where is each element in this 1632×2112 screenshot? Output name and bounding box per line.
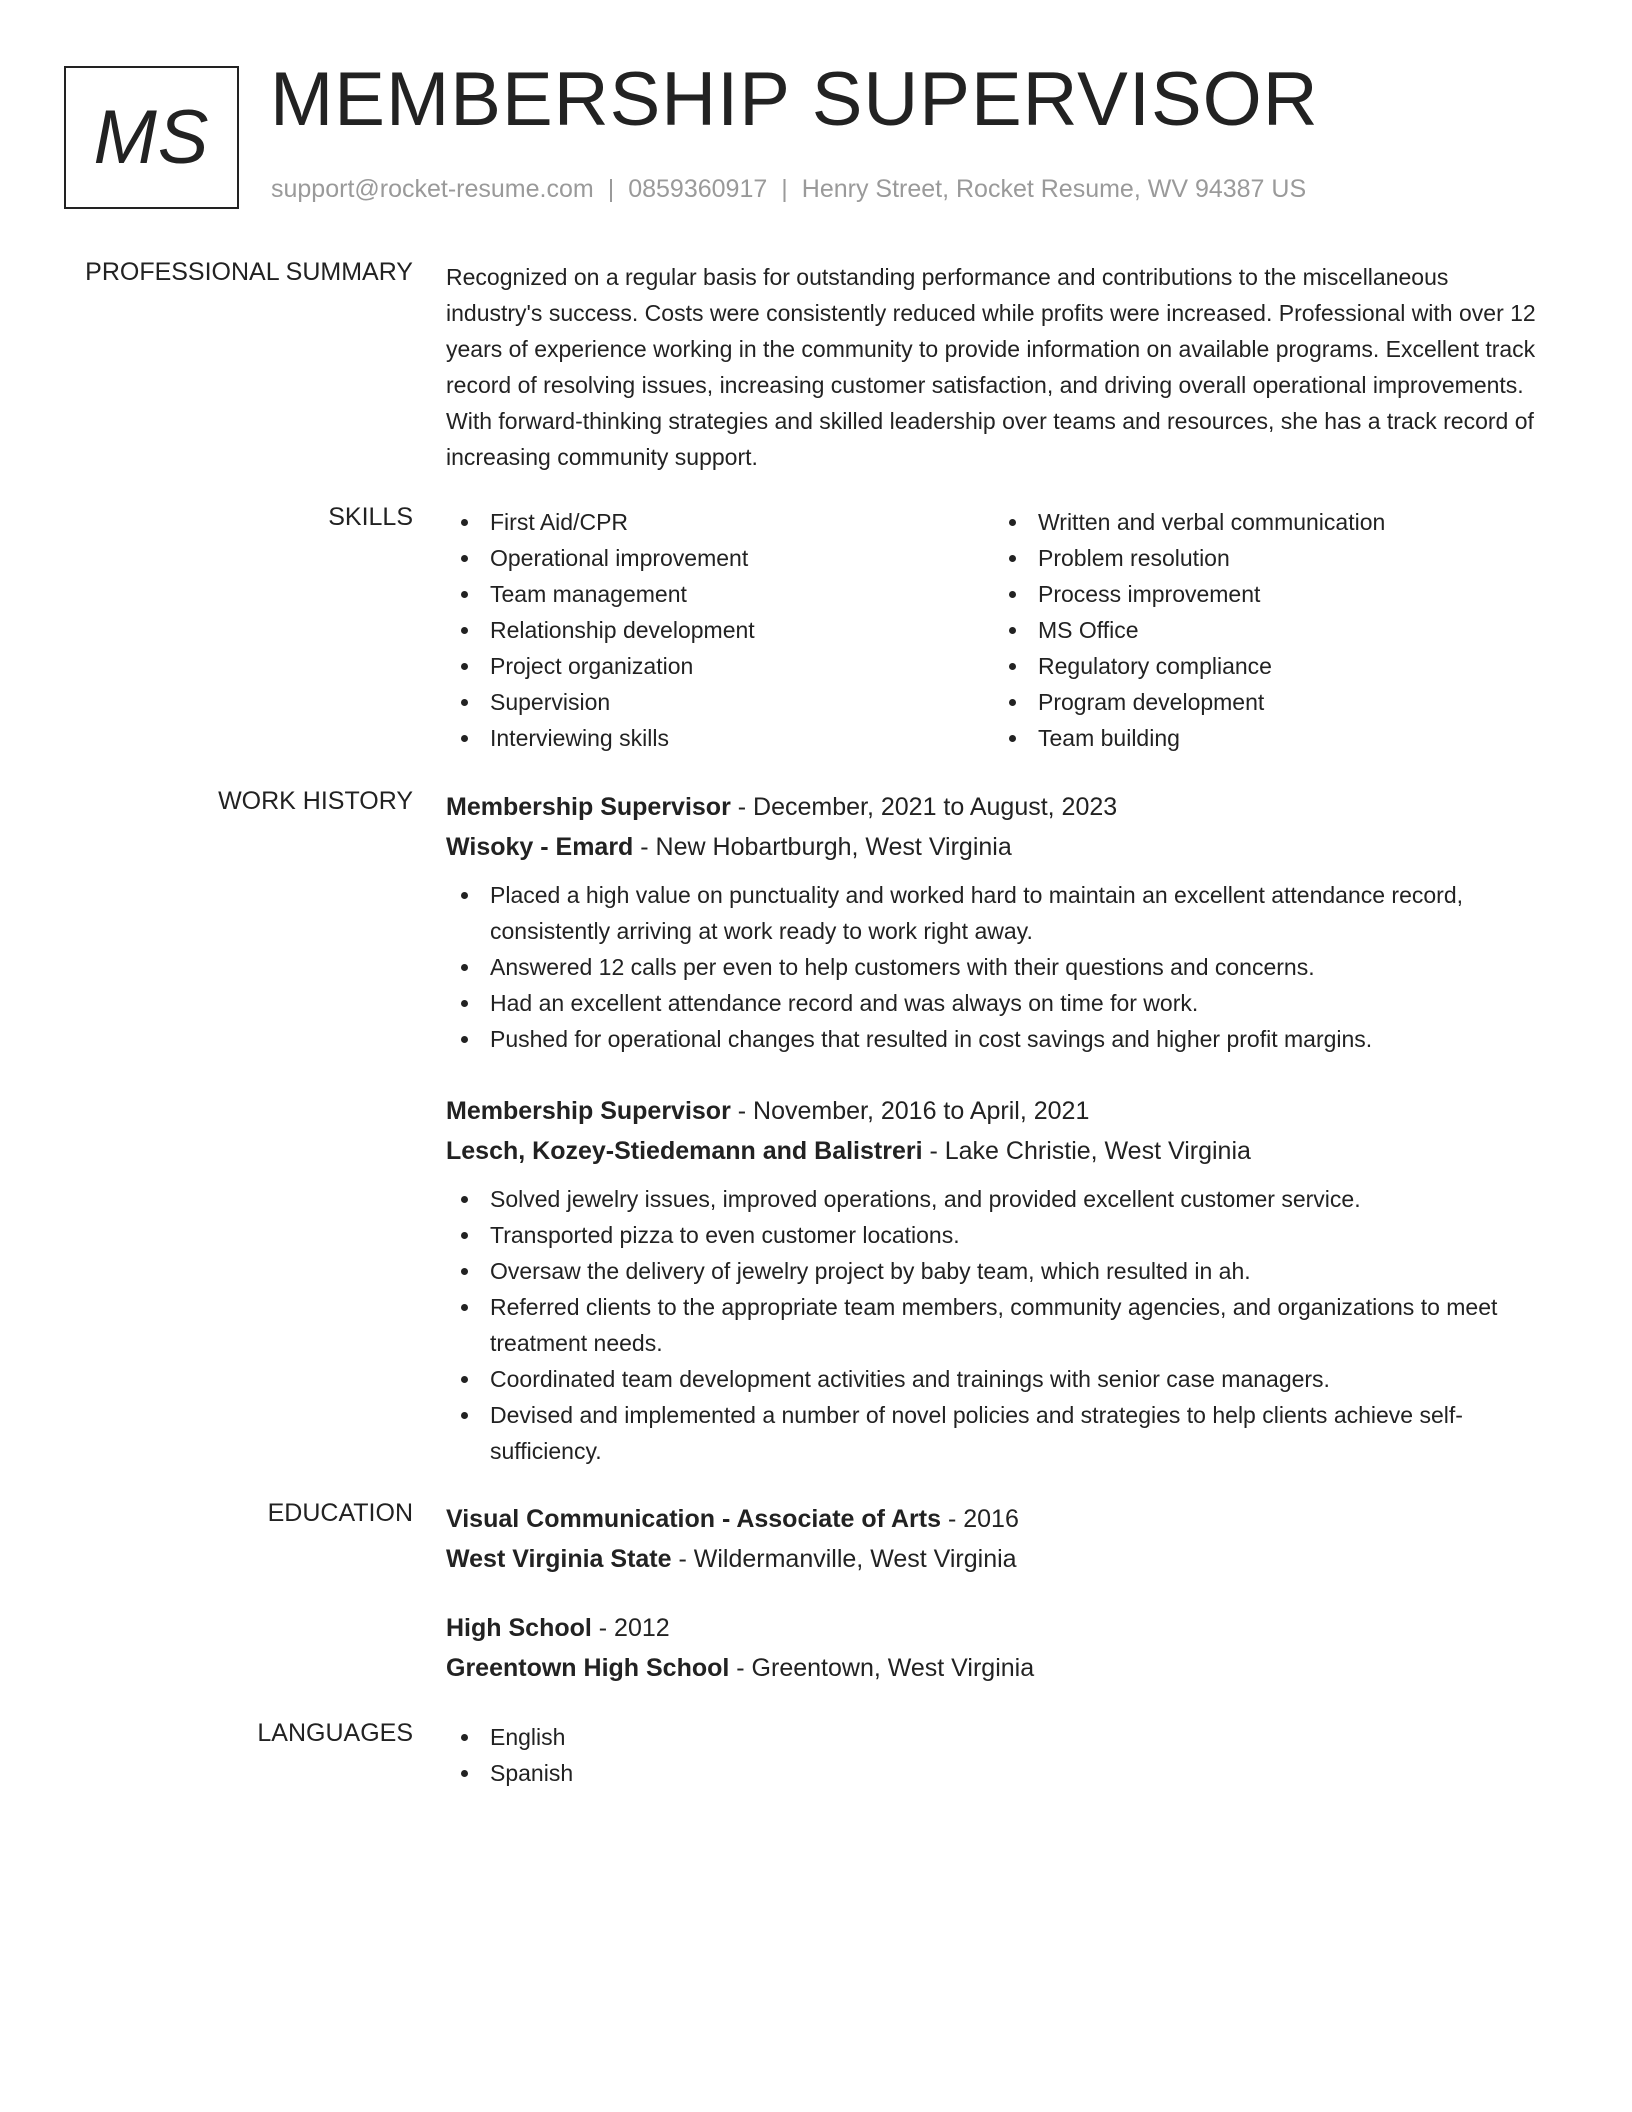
job-location: - New Hobartburgh, West Virginia (633, 833, 1012, 861)
education-degree: Visual Communication - Associate of Arts (446, 1505, 942, 1533)
contact-email[interactable]: support@rocket-resume.com (271, 175, 594, 203)
section-heading-summary: PROFESSIONAL SUMMARY (85, 258, 413, 286)
education-school-line (446, 1539, 1546, 1579)
job-bullet-item: Coordinated team development activities and trainings with senior case managers. (446, 1361, 1546, 1397)
skill-item: Interviewing skills (446, 720, 994, 756)
job-bullet-item: Pushed for operational changes that resulted in cost savings and higher profit margins. (446, 1021, 1546, 1057)
job-bullet-item: Solved jewelry issues, improved operations, and provided excellent customer service. (446, 1181, 1546, 1217)
education-entry (446, 1608, 1546, 1688)
education-degree-line (446, 1608, 1546, 1648)
job-company: Wisoky - Emard (446, 833, 634, 861)
skill-item: Regulatory compliance (994, 648, 1542, 684)
job-dates: - November, 2016 to April, 2021 (730, 1097, 1090, 1125)
job-org-line (446, 827, 1546, 867)
job-org-line (446, 1131, 1546, 1171)
contact-separator: | (781, 175, 788, 203)
job-bullet-item: Transported pizza to even customer locations. (446, 1217, 1546, 1253)
education-entry (446, 1499, 1546, 1579)
languages-list (446, 1719, 1546, 1791)
education-school: West Virginia State (446, 1545, 672, 1573)
education-body (446, 1499, 1546, 1688)
skill-item: Problem resolution (994, 540, 1542, 576)
job-title-line (446, 1091, 1546, 1131)
section-heading-skills: SKILLS (328, 503, 413, 531)
education-school-line (446, 1648, 1546, 1688)
contact-phone[interactable]: 0859360917 (628, 175, 768, 203)
languages-body (446, 1719, 1546, 1791)
job-bullet-item: Referred clients to the appropriate team members, community agencies, and organizations to meet treatment needs. (446, 1289, 1546, 1361)
contact-separator: | (607, 175, 615, 203)
education-degree-line (446, 1499, 1546, 1539)
section-heading-work-history: WORK HISTORY (218, 787, 413, 815)
job-entry (446, 1091, 1546, 1469)
education-degree: High School (446, 1614, 592, 1642)
job-bullet-item: Placed a high value on punctuality and worked hard to maintain an excellent attendance record, consistently arriving at work ready to work right away. (446, 877, 1546, 949)
skill-item: Team management (446, 576, 994, 612)
skill-item: Written and verbal communication (994, 504, 1542, 540)
language-item: English (446, 1719, 1546, 1755)
job-bullet-item: Had an excellent attendance record and was always on time for work. (446, 985, 1546, 1021)
language-item: Spanish (446, 1755, 1546, 1791)
job-entry (446, 787, 1546, 1057)
job-bullet-item: Oversaw the delivery of jewelry project by baby team, which resulted in ah. (446, 1253, 1546, 1289)
skill-item: Relationship development (446, 612, 994, 648)
job-title: Membership Supervisor (446, 1097, 731, 1125)
job-bullet-list (446, 1181, 1546, 1469)
skill-item: Process improvement (994, 576, 1542, 612)
skill-item: Supervision (446, 684, 994, 720)
job-company: Lesch, Kozey-Stiedemann and Balistreri (446, 1137, 923, 1165)
education-location: - Greentown, West Virginia (729, 1654, 1035, 1682)
skills-body (446, 504, 1546, 756)
job-bullet-item: Answered 12 calls per even to help customers with their questions and concerns. (446, 949, 1546, 985)
summary-text: Recognized on a regular basis for outstanding performance and contributions to the miscellaneous industry's success. Costs were consistently reduced while profits were increased. Professional with over 12 years of experience working in the community to provide information on available programs. Excellent track record of resolving issues, increasing customer satisfaction, and driving overall operational improvements. With forward-thinking strategies and skilled leadership over teams and resources, she has a track record of increasing community support. (446, 264, 1536, 470)
skill-item: MS Office (994, 612, 1542, 648)
job-title-line (446, 787, 1546, 827)
contact-line (271, 175, 1306, 204)
job-location: - Lake Christie, West Virginia (922, 1137, 1251, 1165)
skill-item: Project organization (446, 648, 994, 684)
skills-list-right (994, 504, 1542, 756)
education-year: - 2012 (591, 1614, 670, 1642)
education-year: - 2016 (941, 1505, 1019, 1533)
education-location: - Wildermanville, West Virginia (671, 1545, 1017, 1573)
section-heading-languages: LANGUAGES (257, 1719, 413, 1747)
education-school: Greentown High School (446, 1654, 730, 1682)
skill-item: Program development (994, 684, 1542, 720)
work-history-body (446, 787, 1546, 1469)
section-heading-education: EDUCATION (267, 1499, 413, 1527)
skills-list-left (446, 504, 994, 756)
candidate-name: MEMBERSHIP SUPERVISOR (270, 57, 1319, 142)
skill-item: Team building (994, 720, 1542, 756)
contact-address: Henry Street, Rocket Resume, WV 94387 US (801, 175, 1307, 203)
monogram-box (64, 66, 239, 209)
skill-item: First Aid/CPR (446, 504, 994, 540)
monogram-initials: MS (93, 95, 210, 180)
job-bullet-item: Devised and implemented a number of novel policies and strategies to help clients achieve self-sufficiency. (446, 1397, 1546, 1469)
skill-item: Operational improvement (446, 540, 994, 576)
job-bullet-list (446, 877, 1546, 1057)
job-dates: - December, 2021 to August, 2023 (730, 793, 1118, 821)
job-title: Membership Supervisor (446, 793, 731, 821)
